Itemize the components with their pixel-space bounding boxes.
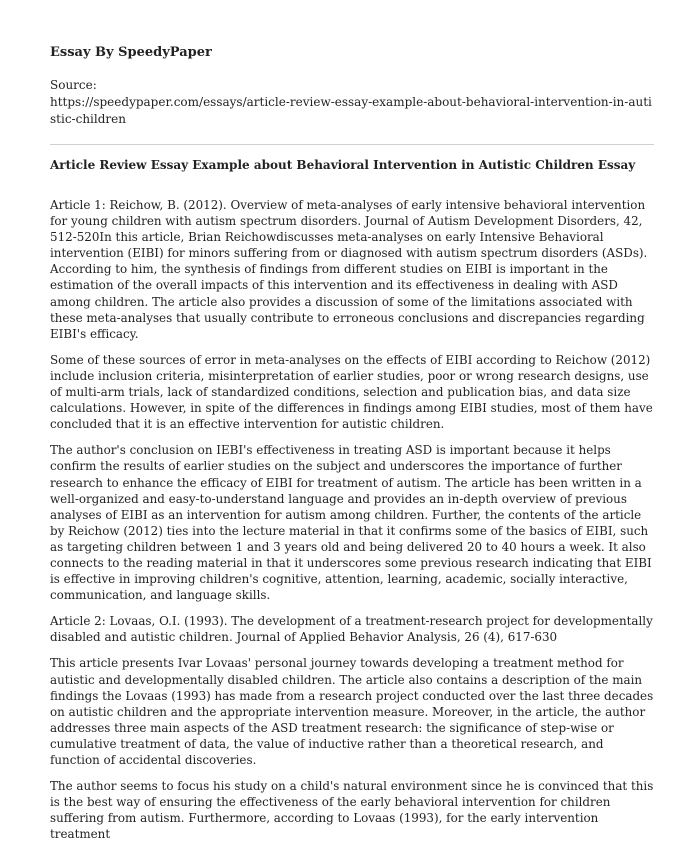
essay-paragraph: The author seems to focus his study on a child's natural environment since he is convinced that this is the best way of ensuring the effectiveness of the early behavioral intervention for children suffering from autism. Furthermore, according to Lovaas (1993), for the early intervention treatment <box>50 779 654 842</box>
document-header-title: Essay By SpeedyPaper <box>50 45 212 60</box>
header-divider <box>50 144 654 145</box>
source-label: Source: <box>50 78 97 92</box>
essay-title: Article Review Essay Example about Behavioral Intervention in Autistic Children Essay <box>50 158 636 172</box>
essay-paragraph: Article 1: Reichow, B. (2012). Overview of meta-analyses of early intensive behavioral intervention for young children with autism spectrum disorders. Journal of Autism Development Disorders, 42, 512-520In this article, Brian Reichowdiscusses meta-analyses on early Intensive Behavioral intervention (EIBI) for minors suffering from or diagnosed with autism spectrum disorders (ASDs). According to him, the synthesis of findings from different studies on EIBI is important in the estimation of the overall impacts of this intervention and its effectiveness in dealing with ASD among children. The article also provides a discussion of some of the limitations associated with these meta-analyses that usually contribute to erroneous conclusions and discrepancies regarding EIBI's efficacy. <box>50 198 648 341</box>
source-url: https://speedypaper.com/essays/article-review-essay-example-about-behavioral-intervention-in-autistic-children <box>50 95 652 126</box>
essay-paragraph: The author's conclusion on IEBI's effectiveness in treating ASD is important because it helps confirm the results of earlier studies on the subject and underscores the importance of further research to enhance the efficacy of EIBI for treatment of autism. The article has been written in a well-organized and easy-to-understand language and provides an in-depth overview of previous analyses of EIBI as an intervention for autism among children. Further, the contents of the article by Reichow (2012) ties into the lecture material in that it confirms some of the basics of EIBI, such as targeting children between 1 and 3 years old and being delivered 20 to 40 hours a week. It also connects to the reading material in that it underscores some previous research indicating that EIBI is effective in improving children's cognitive, attention, learning, academic, socially interactive, communication, and language skills. <box>50 443 652 603</box>
essay-paragraph: Article 2: Lovaas, O.I. (1993). The development of a treatment-research project for developmentally disabled and autistic children. Journal of Applied Behavior Analysis, 26 (4), 617-630 <box>50 614 653 645</box>
document-page <box>50 0 654 852</box>
essay-paragraph: This article presents Ivar Lovaas' personal journey towards developing a treatment method for autistic and developmentally disabled children. The article also contains a description of the main findings the Lovaas (1993) has made from a research project conducted over the last three decades on autistic children and the appropriate intervention measure. Moreover, in the article, the author addresses three main aspects of the ASD treatment research: the significance of step-wise or cumulative treatment of data, the value of inductive rather than a theoretical research, and function of accidental discoveries. <box>50 656 654 767</box>
source-block <box>50 77 654 128</box>
essay-paragraph: Some of these sources of error in meta-analyses on the effects of EIBI according to Reichow (2012) include inclusion criteria, misinterpretation of earlier studies, poor or wrong research designs, use of multi-arm trials, lack of standardized conditions, selection and publication bias, and data size calculations. However, in spite of the differences in findings among EIBI studies, most of them have concluded that it is an effective intervention for autistic children. <box>50 352 653 432</box>
essay-body <box>50 197 654 842</box>
